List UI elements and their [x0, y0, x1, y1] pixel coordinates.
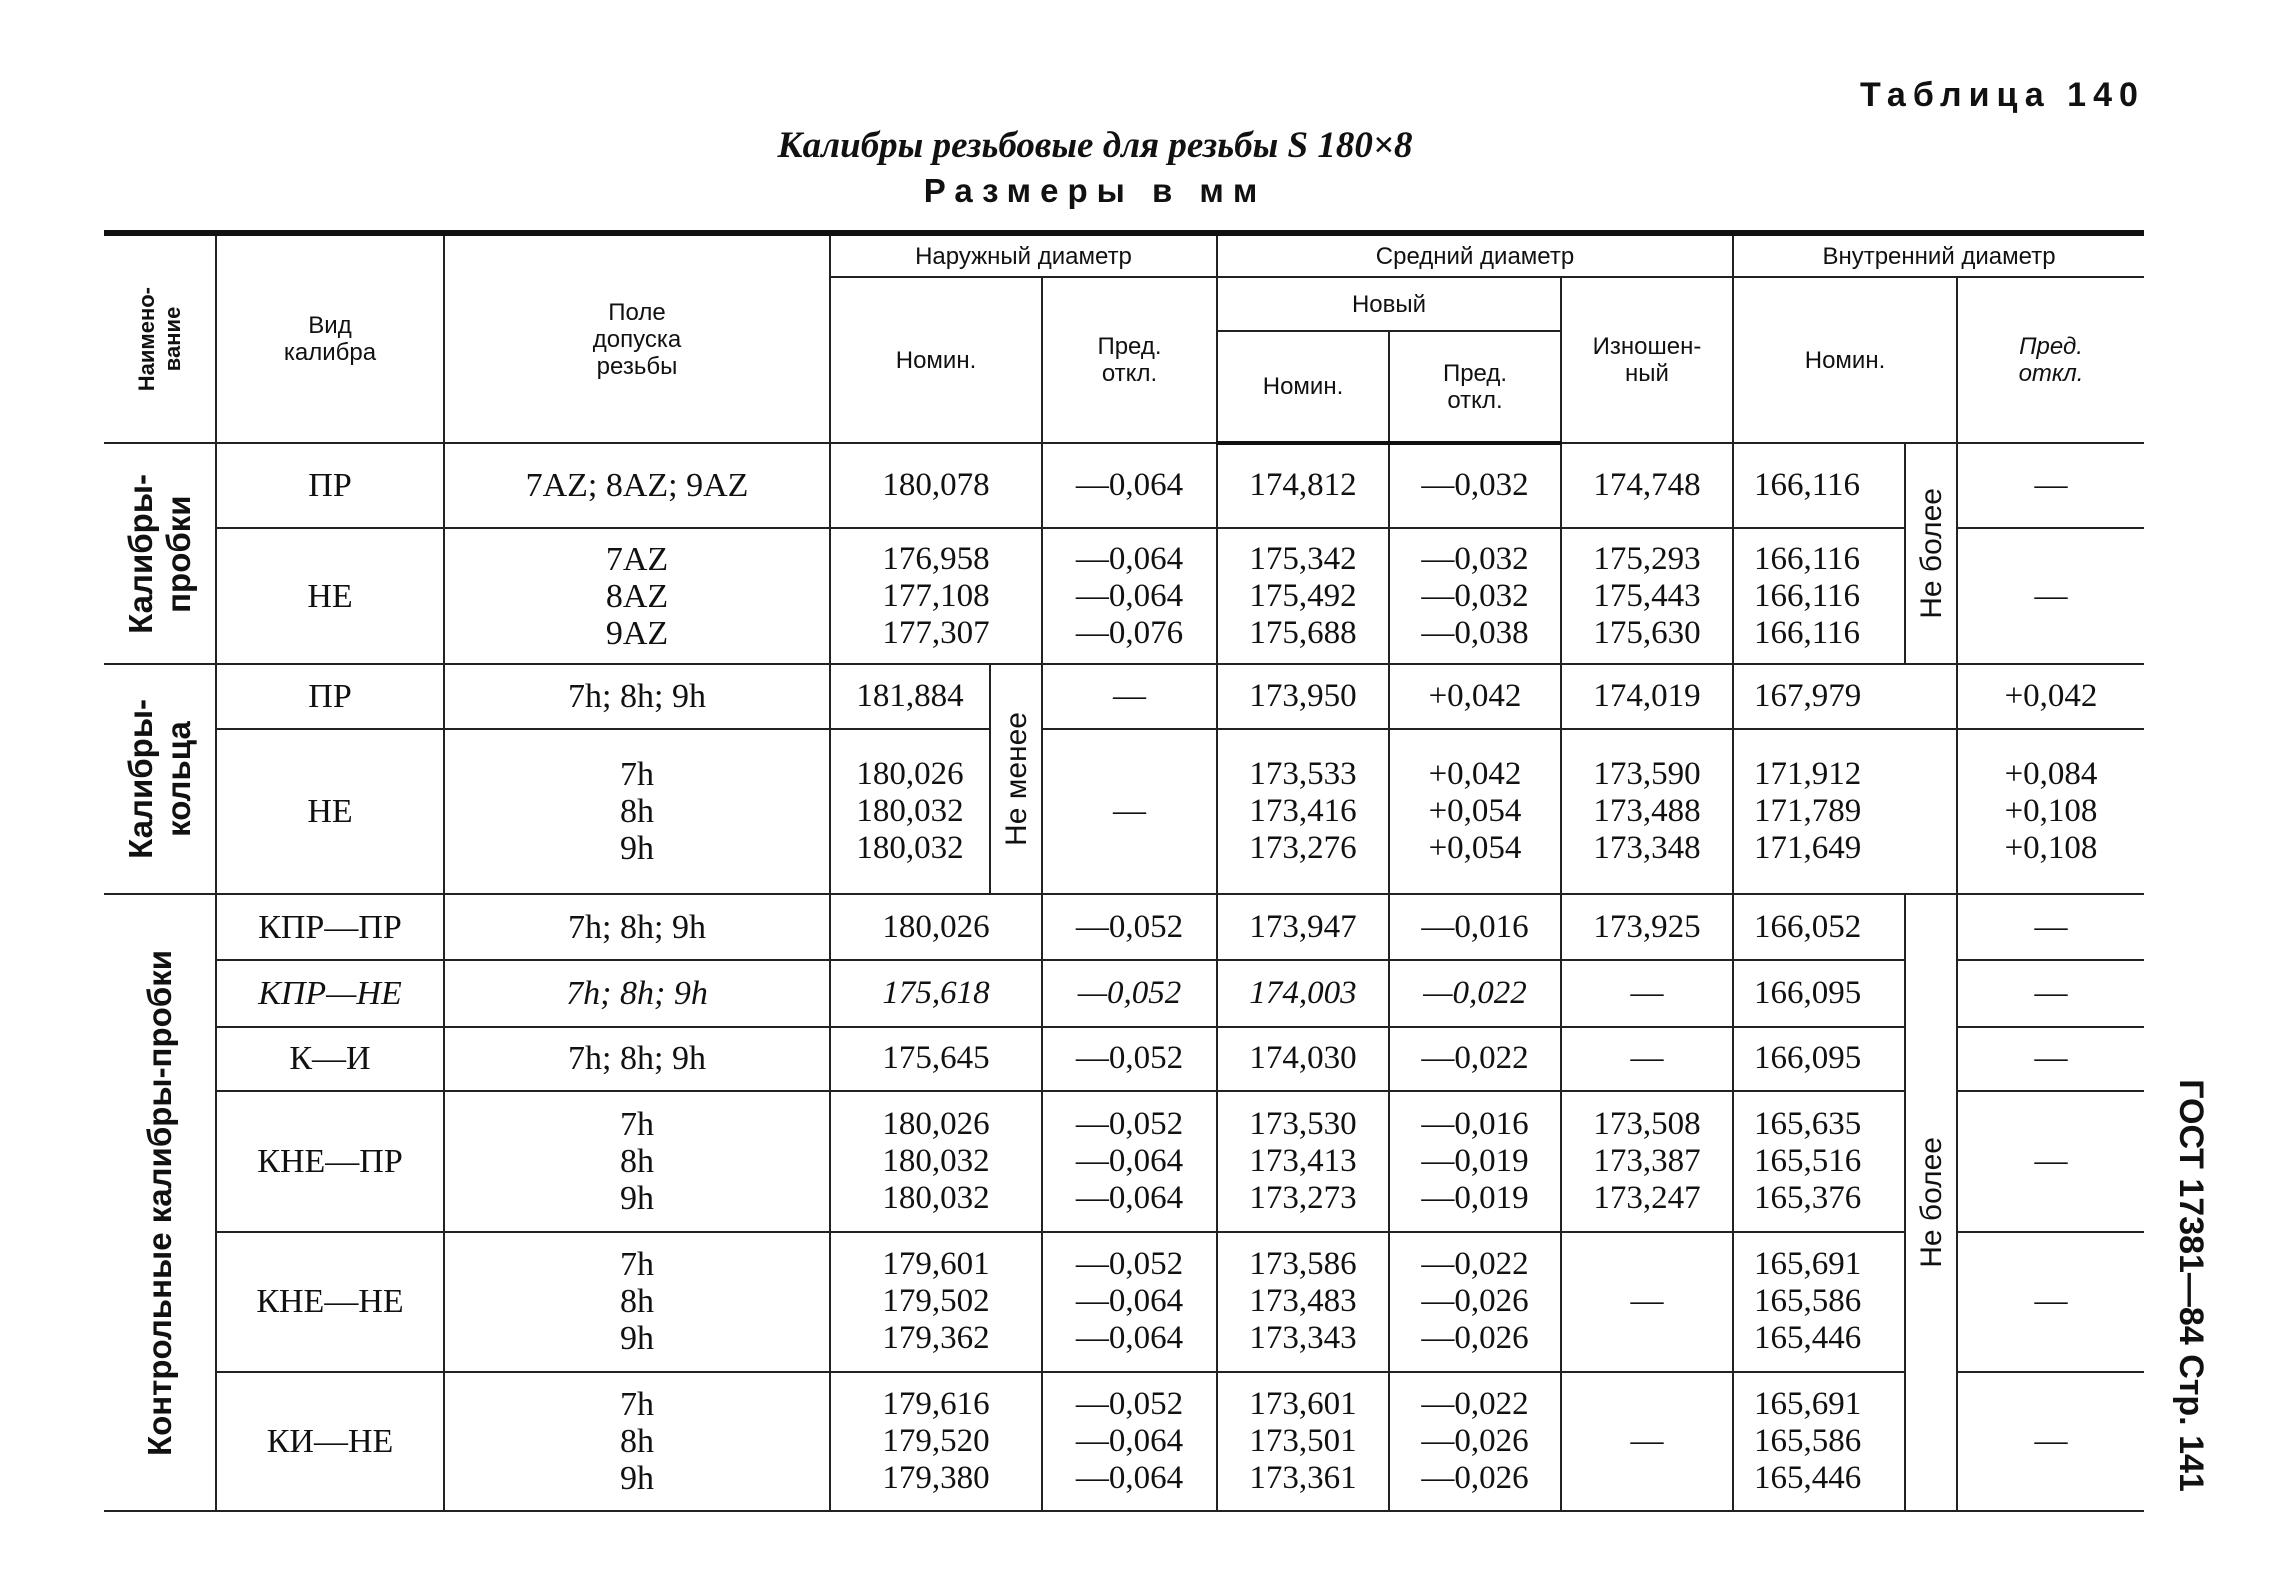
cell-outer-deviation: —0,064 [1042, 443, 1217, 528]
cell-mean-deviation: —0,022 —0,026 —0,026 [1389, 1232, 1561, 1373]
cell-outer-nominal: 180,026 180,032 180,032 [830, 729, 990, 895]
col-header-inner-diameter: Внутренний диаметр [1733, 233, 2144, 277]
cell-worn: 175,293 175,443 175,630 [1561, 528, 1733, 665]
group-label-rings: Калибры- кольца [104, 664, 216, 894]
row-kind: КИ—НЕ [216, 1372, 444, 1511]
cell-mean-nominal: 173,947 [1217, 894, 1389, 960]
cell-inner-nominal: 166,052 [1733, 894, 1905, 960]
col-header-name: Наимено- вание [104, 233, 216, 443]
cell-outer-nominal: 176,958 177,108 177,307 [830, 528, 1042, 665]
cell-outer-nominal: 175,618 [830, 960, 1042, 1026]
row-tolerance: 7AZ 8AZ 9AZ [444, 528, 830, 665]
cell-mean-nominal: 173,530 173,413 173,273 [1217, 1091, 1389, 1232]
cell-worn: 173,508 173,387 173,247 [1561, 1091, 1733, 1232]
cell-mean-nominal: 173,586 173,483 173,343 [1217, 1232, 1389, 1373]
cell-inner-deviation: — [1957, 894, 2144, 960]
cell-mean-nominal: 174,030 [1217, 1027, 1389, 1091]
table-row [104, 1027, 2144, 1091]
row-kind: КПР—ПР [216, 894, 444, 960]
table-row [104, 528, 2144, 665]
table-row [104, 664, 2144, 728]
row-kind: НЕ [216, 528, 444, 665]
table-row [104, 894, 2144, 960]
row-tolerance: 7h; 8h; 9h [444, 664, 830, 728]
cell-mean-nominal: 173,533 173,416 173,276 [1217, 729, 1389, 895]
table-number: Таблица 140 [1860, 76, 2145, 114]
cell-mean-nominal: 174,003 [1217, 960, 1389, 1026]
table-title: Калибры резьбовые для резьбы S 180×8 [777, 125, 1413, 166]
cell-outer-nominal: 180,026 [830, 894, 1042, 960]
col-header-mean-worn: Изношен- ный [1561, 277, 1733, 443]
table-row [104, 443, 2144, 528]
cell-outer-deviation: — [1042, 729, 1217, 895]
cell-mean-nominal: 174,812 [1217, 443, 1389, 528]
cell-inner-deviation: +0,042 [1957, 664, 2144, 728]
row-tolerance: 7h 8h 9h [444, 1372, 830, 1511]
cell-outer-nominal: 181,884 [830, 664, 990, 728]
col-header-mean-new: Новый [1217, 277, 1561, 331]
row-kind: ПР [216, 664, 444, 728]
gauge-dimensions-table [104, 230, 2144, 1512]
col-header-mean-new-nominal: Номин. [1217, 331, 1389, 443]
col-header-outer-diameter: Наружный диаметр [830, 233, 1217, 277]
cell-inner-nominal: 165,691 165,586 165,446 [1733, 1372, 1905, 1511]
table-row [104, 729, 2144, 895]
row-tolerance: 7h 8h 9h [444, 1091, 830, 1232]
cell-outer-deviation: —0,052 [1042, 960, 1217, 1026]
row-tolerance: 7h; 8h; 9h [444, 1027, 830, 1091]
cell-outer-deviation: — [1042, 664, 1217, 728]
col-header-inner-nominal: Номин. [1733, 277, 1957, 443]
group-label-control-plugs: Контрольные калибры-пробки [104, 894, 216, 1511]
col-header-inner-deviation: Пред. откл. [1957, 277, 2144, 443]
table-row [104, 1372, 2144, 1511]
cell-outer-deviation: —0,052 —0,064 —0,064 [1042, 1372, 1217, 1511]
row-kind: ПР [216, 443, 444, 528]
units-caption: Размеры в мм [923, 172, 1267, 209]
cell-outer-nominal: 179,601 179,502 179,362 [830, 1232, 1042, 1373]
cell-mean-nominal: 173,601 173,501 173,361 [1217, 1372, 1389, 1511]
row-tolerance: 7h 8h 9h [444, 1232, 830, 1373]
cell-inner-nominal: 166,116 166,116 166,116 [1733, 528, 1905, 665]
cell-mean-nominal: 173,950 [1217, 664, 1389, 728]
cell-inner-deviation: +0,084 +0,108 +0,108 [1957, 729, 2144, 895]
cell-worn: — [1561, 1372, 1733, 1511]
row-tolerance: 7AZ; 8AZ; 9AZ [444, 443, 830, 528]
note-not-more-control: Не более [1905, 894, 1957, 1511]
cell-mean-deviation: —0,022 —0,026 —0,026 [1389, 1372, 1561, 1511]
cell-worn: — [1561, 1027, 1733, 1091]
cell-inner-nominal: 166,116 [1733, 443, 1905, 528]
col-header-kind: Вид калибра [216, 233, 444, 443]
note-not-less-rings: Не менее [990, 664, 1042, 894]
cell-outer-deviation: —0,052 [1042, 894, 1217, 960]
cell-outer-nominal: 180,026 180,032 180,032 [830, 1091, 1042, 1232]
row-kind: КПР—НЕ [216, 960, 444, 1026]
cell-worn: — [1561, 960, 1733, 1026]
cell-mean-deviation: —0,022 [1389, 1027, 1561, 1091]
note-not-more-plugs: Не более [1905, 443, 1957, 664]
row-kind: КНЕ—ПР [216, 1091, 444, 1232]
group-label-plugs: Калибры- пробки [104, 443, 216, 664]
cell-mean-nominal: 175,342 175,492 175,688 [1217, 528, 1389, 665]
cell-worn: — [1561, 1232, 1733, 1373]
cell-inner-nominal: 166,095 [1733, 960, 1905, 1026]
cell-inner-deviation: — [1957, 1372, 2144, 1511]
table-row [104, 1232, 2144, 1373]
side-standard-label [2160, 1055, 2220, 1515]
row-tolerance: 7h 8h 9h [444, 729, 830, 895]
cell-inner-nominal: 165,635 165,516 165,376 [1733, 1091, 1905, 1232]
cell-mean-deviation: —0,032 —0,032 —0,038 [1389, 528, 1561, 665]
cell-outer-nominal: 175,645 [830, 1027, 1042, 1091]
cell-inner-deviation: — [1957, 1232, 2144, 1373]
cell-inner-nominal: 171,912 171,789 171,649 [1733, 729, 1957, 895]
cell-inner-deviation: — [1957, 1027, 2144, 1091]
cell-mean-deviation: +0,042 +0,054 +0,054 [1389, 729, 1561, 895]
row-kind: К—И [216, 1027, 444, 1091]
table-row [104, 1091, 2144, 1232]
cell-inner-deviation: — [1957, 528, 2144, 665]
cell-worn: 173,590 173,488 173,348 [1561, 729, 1733, 895]
col-header-mean-new-deviation: Пред. откл. [1389, 331, 1561, 443]
cell-outer-deviation: —0,052 [1042, 1027, 1217, 1091]
cell-mean-deviation: —0,022 [1389, 960, 1561, 1026]
cell-outer-deviation: —0,052 —0,064 —0,064 [1042, 1232, 1217, 1373]
cell-outer-nominal: 179,616 179,520 179,380 [830, 1372, 1042, 1511]
cell-mean-deviation: +0,042 [1389, 664, 1561, 728]
cell-inner-deviation: — [1957, 443, 2144, 528]
cell-outer-nominal: 180,078 [830, 443, 1042, 528]
col-header-outer-deviation: Пред. откл. [1042, 277, 1217, 443]
row-kind: НЕ [216, 729, 444, 895]
row-tolerance: 7h; 8h; 9h [444, 960, 830, 1026]
cell-worn: 174,748 [1561, 443, 1733, 528]
table-row [104, 960, 2144, 1026]
cell-inner-nominal: 167,979 [1733, 664, 1957, 728]
col-header-mean-diameter: Средний диаметр [1217, 233, 1733, 277]
cell-inner-nominal: 166,095 [1733, 1027, 1905, 1091]
cell-mean-deviation: —0,016 [1389, 894, 1561, 960]
col-header-outer-nominal: Номин. [830, 277, 1042, 443]
cell-inner-deviation: — [1957, 960, 2144, 1026]
row-kind: КНЕ—НЕ [216, 1232, 444, 1373]
cell-inner-deviation: — [1957, 1091, 2144, 1232]
cell-mean-deviation: —0,016 —0,019 —0,019 [1389, 1091, 1561, 1232]
cell-outer-deviation: —0,064 —0,064 —0,076 [1042, 528, 1217, 665]
cell-mean-deviation: —0,032 [1389, 443, 1561, 528]
col-header-tolerance-field: Поле допуска резьбы [444, 233, 830, 443]
cell-inner-nominal: 165,691 165,586 165,446 [1733, 1232, 1905, 1373]
side-standard-text: ГОСТ 17381—84 Стр. 141 [2171, 1078, 2210, 1492]
cell-worn: 173,925 [1561, 894, 1733, 960]
cell-worn: 174,019 [1561, 664, 1733, 728]
cell-outer-deviation: —0,052 —0,064 —0,064 [1042, 1091, 1217, 1232]
row-tolerance: 7h; 8h; 9h [444, 894, 830, 960]
